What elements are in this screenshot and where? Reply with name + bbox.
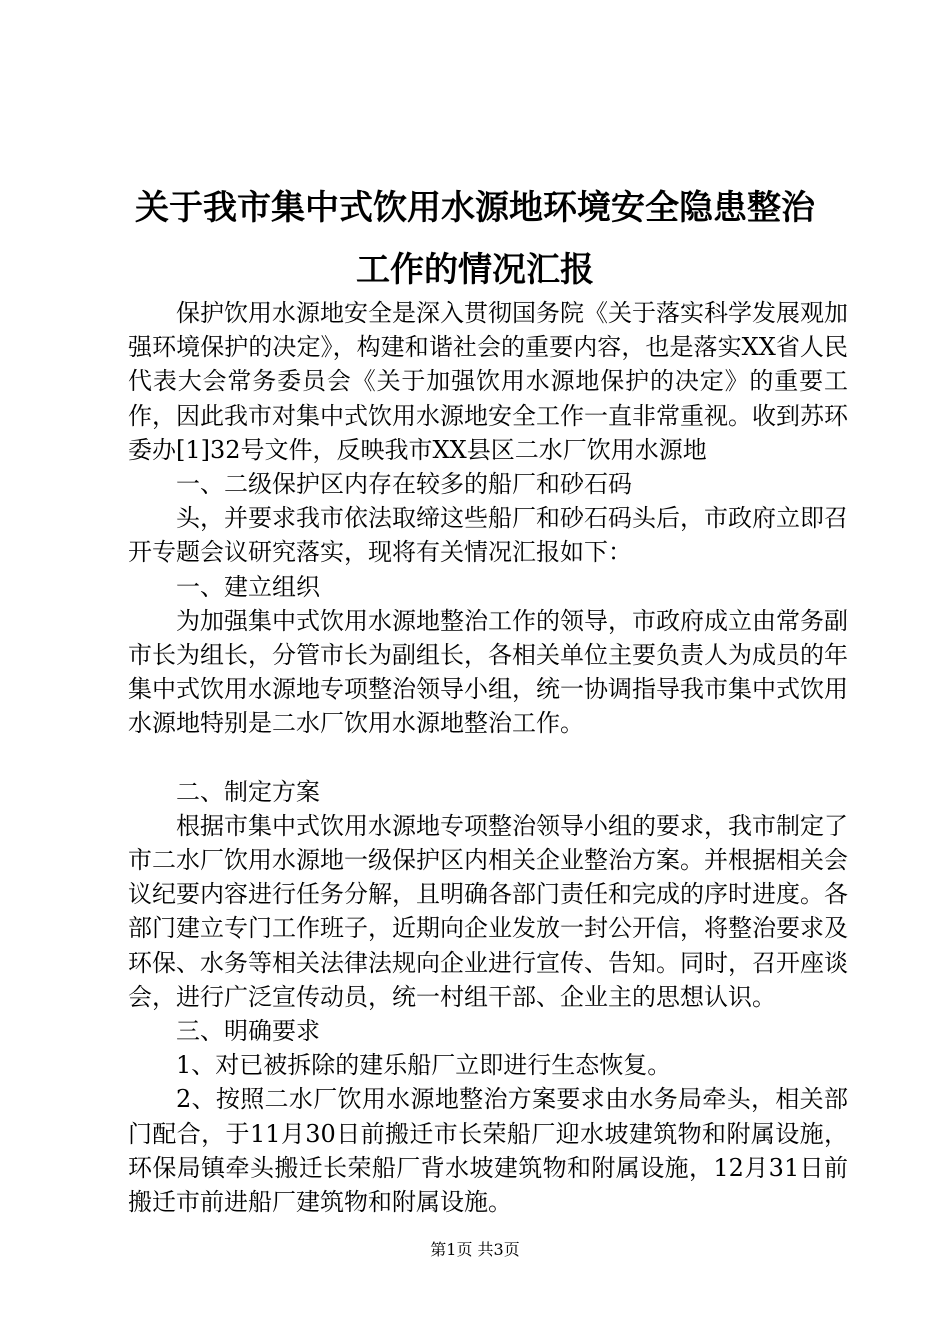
page-number-footer: 第1页 共3页 bbox=[430, 1240, 520, 1259]
section-heading-plan: 二、制定方案 bbox=[176, 777, 320, 806]
section-heading-requirements: 三、明确要求 bbox=[176, 1017, 320, 1046]
paragraph-organize: 为加强集中式饮用水源地整治工作的领导，市政府成立由常务副市长为组长，分管市长为副组长，各相关单位主要负责人为成员的年集中式饮用水源地专项整治领导小组，统一协调指导我市集中式饮用水源地特别是二水厂饮用水源地整治工作。 bbox=[128, 606, 848, 738]
paragraph-plan: 根据市集中式饮用水源地专项整治领导小组的要求，我市制定了市二水厂饮用水源地一级保护区内相关企业整治方案。并根据相关会议纪要内容进行任务分解，且明确各部门责任和完成的序时进度。各部门建立专门工作班子，近期向企业发放一封公开信，将整治要求及环保、水务等相关法律法规向企业进行宣传、告知。同时，召开座谈会，进行广泛宣传动员，统一村组干部、企业主的思想认识。 bbox=[128, 811, 848, 1011]
requirement-item-2: 2、按照二水厂饮用水源地整治方案要求由水务局牵头，相关部门配合，于11月30日前搬迁市长荣船厂迎水坡建筑物和附属设施，环保局镇牵头搬迁长荣船厂背水坡建筑物和附属设施，12月31日前搬迁市前进船厂建筑物和附属设施。 bbox=[128, 1085, 848, 1217]
document-title-line-2: 工作的情况汇报 bbox=[356, 250, 594, 290]
paragraph-intro: 保护饮用水源地安全是深入贯彻国务院《关于落实科学发展观加强环境保护的决定》，构建和谐社会的重要内容，也是落实XX省人民代表大会常务委员会《关于加强饮用水源地保护的决定》的重要工作，因此我市对集中式饮用水源地安全工作一直非常重视。收到苏环委办[1]32号文件，反映我市XX县区二水厂饮用水源地 bbox=[128, 299, 848, 464]
document-body bbox=[128, 296, 848, 1219]
document-title-line-1: 关于我市集中式饮用水源地环境安全隐患整治 bbox=[135, 188, 815, 228]
paragraph-intro-continued: 头，并要求我市依法取缔这些船厂和砂石码头后，市政府立即召开专题会议研究落实，现将有关情况汇报如下： bbox=[128, 504, 848, 567]
paragraph-gap bbox=[128, 741, 848, 775]
section-heading-organize: 一、建立组织 bbox=[176, 572, 320, 601]
paragraph-protection-zone: 一、二级保护区内存在较多的船厂和砂石码 bbox=[176, 470, 632, 499]
requirement-item-1: 1、对已被拆除的建乐船厂立即进行生态恢复。 bbox=[176, 1051, 672, 1080]
